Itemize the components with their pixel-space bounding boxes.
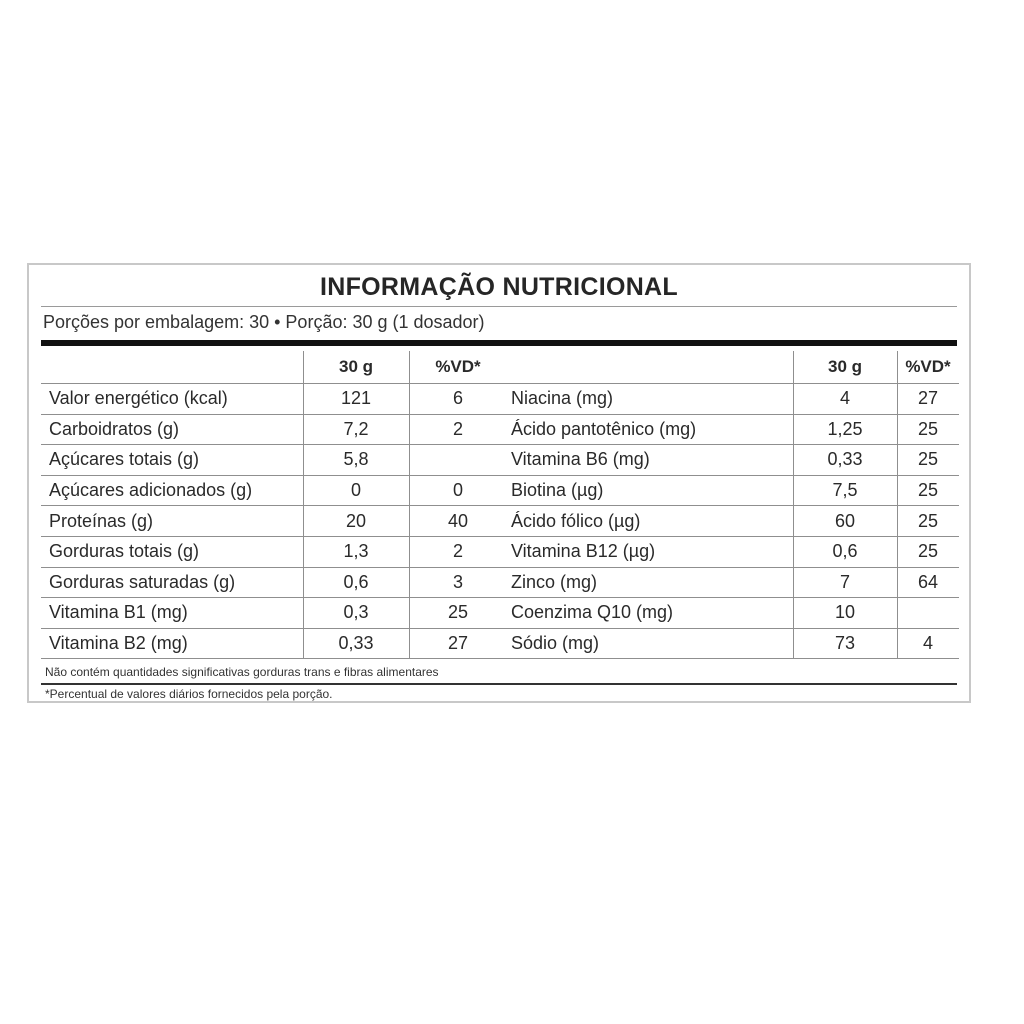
table-row [41, 445, 507, 476]
portion-value: 1,25 [827, 418, 863, 439]
portion-value: 5,8 [343, 449, 369, 470]
nutrient-name: Açúcares adicionados (g) [49, 480, 253, 501]
table-row [503, 445, 959, 476]
portion-value: 7 [839, 571, 850, 592]
dv-value: 25 [917, 480, 939, 501]
nutrient-name: Biotina (µg) [511, 480, 604, 501]
dv-value: 64 [917, 571, 939, 592]
table-row [503, 415, 959, 446]
nutrient-name: Niacina (mg) [511, 388, 614, 409]
nutrient-name: Vitamina B1 (mg) [49, 602, 188, 623]
title-divider [41, 306, 957, 307]
table-row [503, 384, 959, 415]
nutrient-name: Carboidratos (g) [49, 418, 180, 439]
table-header-right [503, 351, 959, 384]
table-row [503, 598, 959, 629]
table-row [41, 506, 507, 537]
dv-value: 0 [452, 480, 463, 501]
nutrient-table-right [503, 351, 959, 659]
table-row [503, 568, 959, 599]
dv-value: 27 [447, 633, 469, 654]
column-divider [409, 351, 410, 659]
table-row [41, 384, 507, 415]
servings-info: Porções por embalagem: 30 • Porção: 30 g (1 dosador) [43, 312, 485, 332]
nutrient-name: Ácido fólico (µg) [511, 510, 641, 531]
table-row [503, 476, 959, 507]
dv-value: 25 [917, 449, 939, 470]
dv-value: 25 [917, 541, 939, 562]
footnote-trans-fiber: Não contém quantidades significativas gorduras trans e fibras alimentares [45, 665, 439, 679]
portion-value: 7,5 [832, 480, 858, 501]
portion-value: 0 [350, 480, 361, 501]
column-header-portion: 30 g [827, 357, 863, 376]
portion-value: 4 [839, 388, 850, 409]
nutrient-name: Sódio (mg) [511, 633, 600, 654]
nutrient-name: Gorduras totais (g) [49, 541, 200, 562]
dv-value: 25 [447, 602, 469, 623]
dv-value [409, 445, 507, 475]
nutrient-name: Valor energético (kcal) [49, 388, 228, 409]
nutrient-name: Ácido pantotênico (mg) [511, 418, 697, 439]
table-header-left [41, 351, 507, 384]
portion-value: 121 [340, 388, 372, 409]
nutrient-name: Proteínas (g) [49, 510, 154, 531]
dv-value: 3 [452, 571, 463, 592]
table-row [41, 629, 507, 660]
nutrient-name: Vitamina B6 (mg) [511, 449, 650, 470]
thick-divider [41, 340, 957, 346]
column-divider [303, 351, 304, 659]
nutrient-name: Açúcares totais (g) [49, 449, 200, 470]
table-row [41, 537, 507, 568]
table-row [503, 537, 959, 568]
dv-value: 40 [447, 510, 469, 531]
nutrient-name: Vitamina B2 (mg) [49, 633, 188, 654]
nutrient-name: Vitamina B12 (µg) [511, 541, 656, 562]
nutrient-name: Coenzima Q10 (mg) [511, 602, 674, 623]
nutrient-table-left [41, 351, 507, 659]
portion-value: 10 [834, 602, 856, 623]
table-row [503, 629, 959, 660]
dv-value: 2 [452, 418, 463, 439]
dv-value: 25 [917, 418, 939, 439]
column-header-dv: %VD* [905, 357, 951, 376]
portion-value: 60 [834, 510, 856, 531]
portion-value: 0,6 [343, 571, 369, 592]
table-row [41, 415, 507, 446]
table-row [41, 568, 507, 599]
portion-value: 20 [345, 510, 367, 531]
portion-value: 0,3 [343, 602, 369, 623]
nutrient-name: Gorduras saturadas (g) [49, 571, 236, 592]
dv-value: 6 [452, 388, 463, 409]
dv-value: 25 [917, 510, 939, 531]
nutrition-facts-label [27, 263, 971, 703]
dv-value: 2 [452, 541, 463, 562]
footnote-dv: *Percentual de valores diários fornecidos pela porção. [45, 687, 333, 701]
portion-value: 0,33 [827, 449, 863, 470]
table-row [41, 476, 507, 507]
dv-value: 27 [917, 388, 939, 409]
label-title: INFORMAÇÃO NUTRICIONAL [320, 273, 678, 301]
nutrient-name: Zinco (mg) [511, 571, 598, 592]
dv-value: 4 [922, 633, 933, 654]
portion-value: 0,33 [338, 633, 374, 654]
portion-value: 1,3 [343, 541, 369, 562]
portion-value: 73 [834, 633, 856, 654]
portion-value: 0,6 [832, 541, 858, 562]
column-header-portion: 30 g [338, 357, 374, 376]
column-divider [793, 351, 794, 659]
column-header-dv: %VD* [435, 357, 481, 376]
table-row [41, 598, 507, 629]
footnote-divider [41, 683, 957, 685]
table-row [503, 506, 959, 537]
portion-value: 7,2 [343, 418, 369, 439]
dv-value [897, 598, 959, 628]
column-divider [897, 351, 898, 659]
